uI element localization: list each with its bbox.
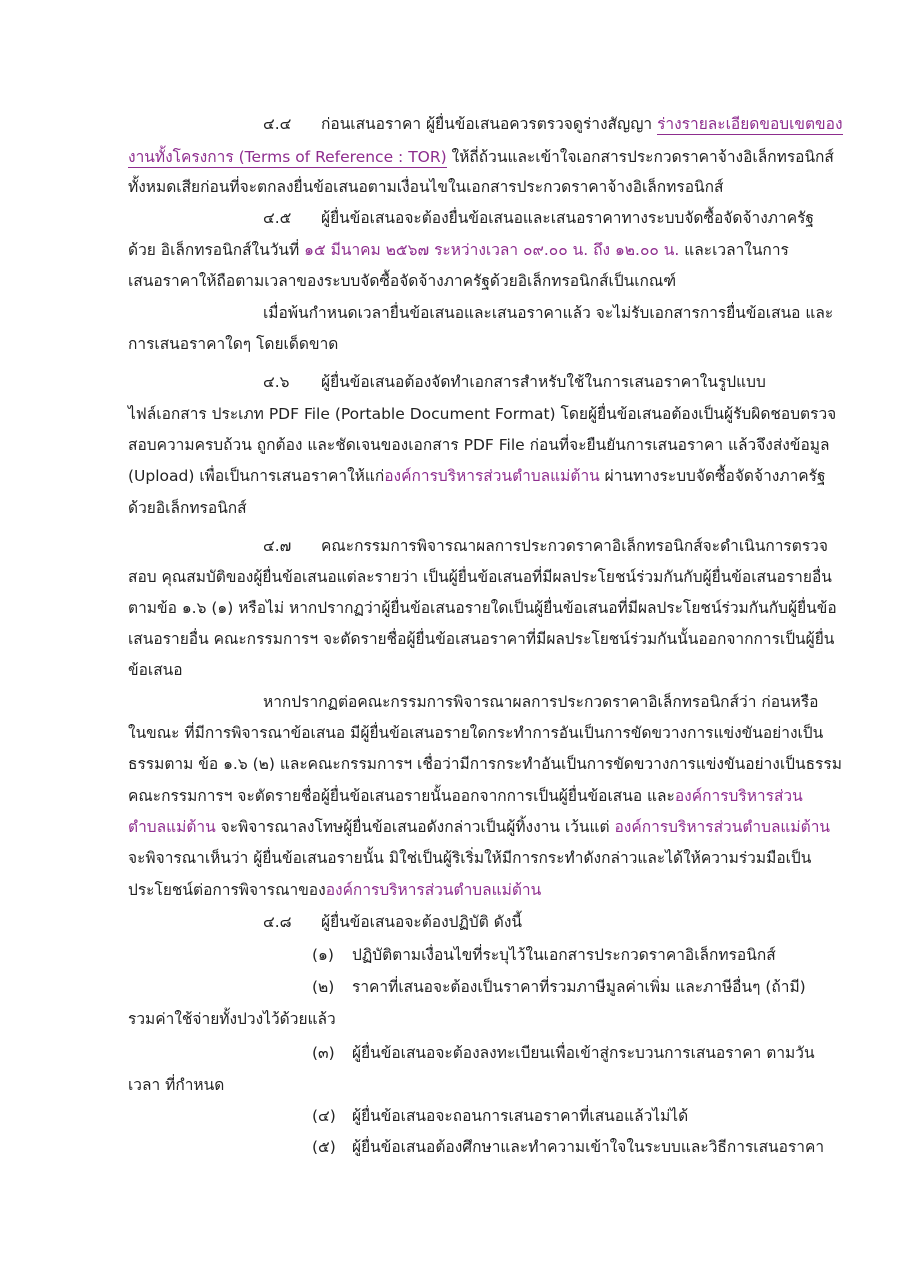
text: ผู้ยื่นข้อเสนอจะต้องยื่นข้อเสนอและเสนอราคาทางระบบจัดซื้อจัดจ้างภาครัฐ: [321, 209, 814, 227]
paragraph-4-4-line-2: [128, 146, 834, 168]
org-name: องค์การบริหารส่วนตำบลแม่ต้าน: [325, 881, 542, 899]
text: ด้วย อิเล็กทรอนิกส์ในวันที่: [128, 241, 305, 259]
paragraph-4-7-line-1: [263, 535, 828, 557]
subclause-4: [312, 1105, 688, 1127]
paragraph-4-7-line-5: ข้อเสนอ: [128, 661, 183, 679]
text: (Upload) เพื่อเป็นการเสนอราคาให้แก่: [128, 467, 385, 485]
paragraph-4-7b-line-4: [128, 785, 803, 807]
paragraph-4-6-line-2: ไฟล์เอกสาร ประเภท PDF File (Portable Document Format) โดยผู้ยื่นข้อเสนอต้องเป็นผู้รับผิดชอบตรวจ: [128, 405, 837, 423]
paragraph-4-6-line-4: [128, 465, 826, 487]
paragraph-4-7b-line-2: ในขณะ ที่มีการพิจารณาข้อเสนอ มีผู้ยื่นข้อเสนอรายใดกระทำการอันเป็นการขัดขวางการแข่งขันอย่างเป็น: [128, 724, 824, 742]
text: ผู้ยื่นข้อเสนอต้องจัดทำเอกสารสำหรับใช้ในการเสนอราคาในรูปแบบ: [321, 373, 766, 391]
paragraph-4-7-line-2: สอบ คุณสมบัติของผู้ยื่นข้อเสนอแต่ละรายว่า เป็นผู้ยื่นข้อเสนอที่มีผลประโยชน์ร่วมกันกับผู้ยื่นข้อเสนอรายอื่น: [128, 568, 832, 586]
subclause-1: [312, 944, 776, 966]
highlight-text: งานทั้งโครงการ (Terms of Reference : TOR): [128, 148, 447, 166]
paragraph-4-5-line-2: [128, 239, 789, 261]
paragraph-4-7b-line-1: หากปรากฏต่อคณะกรรมการพิจารณาผลการประกวดราคาอิเล็กทรอนิกส์ว่า ก่อนหรือ: [263, 693, 819, 711]
text: และเวลาในการ: [679, 241, 789, 259]
text: ประโยชน์ต่อการพิจารณาของ: [128, 881, 326, 899]
paragraph-4-5-line-4: เมื่อพ้นกำหนดเวลายื่นข้อเสนอและเสนอราคาแล้ว จะไม่รับเอกสารการยื่นข้อเสนอ และ: [263, 304, 834, 322]
subclause-3-line-2: เวลา ที่กำหนด: [128, 1076, 225, 1094]
text: ผู้ยื่นข้อเสนอจะถอนการเสนอราคาที่เสนอแล้วไม่ได้: [352, 1107, 689, 1125]
paragraph-4-7b-line-3: ธรรมตาม ข้อ ๑.๖ (๒) และคณะกรรมการฯ เชื่อว่ามีการกระทำอันเป็นการขัดขวางการแข่งขันอย่างเป็นธรรม: [128, 755, 842, 773]
text: จะพิจารณาลงโทษผู้ยื่นข้อเสนอดังกล่าวเป็นผู้ทิ้งงาน เว้นแต่: [215, 818, 615, 836]
clause-number: ๔.๕: [263, 209, 292, 227]
paragraph-4-8-line-1: [263, 911, 522, 933]
paragraph-4-5-line-5: การเสนอราคาใดๆ โดยเด็ดขาด: [128, 335, 339, 353]
paragraph-4-4-line-1: [263, 113, 843, 135]
paragraph-4-7b-line-7: [128, 879, 541, 901]
org-name: องค์การบริหารส่วนตำบลแม่ต้าน: [614, 818, 831, 836]
org-name: องค์การบริหารส่วน: [674, 787, 803, 805]
text: ก่อนเสนอราคา ผู้ยื่นข้อเสนอควรตรวจดูร่างสัญญา: [321, 115, 658, 133]
text: ปฏิบัติตามเงื่อนไขที่ระบุไว้ในเอกสารประกวดราคาอิเล็กทรอนิกส์: [352, 946, 776, 964]
paragraph-4-6-line-1: [263, 371, 766, 393]
subclause-number: (๓): [312, 1044, 335, 1062]
text: ผ่านทางระบบจัดซื้อจัดจ้างภาครัฐ: [599, 467, 826, 485]
text: ให้ถี่ถ้วนและเข้าใจเอกสารประกวดราคาจ้างอิเล็กทรอนิกส์: [446, 148, 834, 166]
paragraph-4-5-line-3: เสนอราคาให้ถือตามเวลาของระบบจัดซื้อจัดจ้างภาครัฐด้วยอิเล็กทรอนิกส์เป็นเกณฑ์: [128, 272, 677, 290]
subclause-3-line-1: [312, 1042, 815, 1064]
paragraph-4-7b-line-5: [128, 816, 830, 838]
subclause-2-line-2: รวมค่าใช้จ่ายทั้งปวงไว้ด้วยแล้ว: [128, 1010, 336, 1028]
clause-number: ๔.๗: [263, 537, 292, 555]
text: ราคาที่เสนอจะต้องเป็นราคาที่รวมภาษีมูลค่าเพิ่ม และภาษีอื่นๆ (ถ้ามี): [352, 978, 806, 996]
text: ผู้ยื่นข้อเสนอต้องศึกษาและทำความเข้าใจในระบบและวิธีการเสนอราคา: [352, 1138, 825, 1156]
subclause-number: (๔): [312, 1107, 336, 1125]
org-name: องค์การบริหารส่วนตำบลแม่ต้าน: [384, 467, 600, 485]
text: คณะกรรมการพิจารณาผลการประกวดราคาอิเล็กทรอนิกส์จะดำเนินการตรวจ: [321, 537, 828, 555]
clause-number: ๔.๖: [263, 373, 290, 391]
org-name: ตำบลแม่ต้าน: [128, 818, 216, 836]
paragraph-4-5-line-1: [263, 207, 814, 229]
paragraph-4-4-line-3: ทั้งหมดเสียก่อนที่จะตกลงยื่นข้อเสนอตามเงื่อนไขในเอกสารประกวดราคาจ้างอิเล็กทรอนิกส์: [128, 178, 724, 196]
paragraph-4-6-line-5: ด้วยอิเล็กทรอนิกส์: [128, 499, 247, 517]
paragraph-4-6-line-3: สอบความครบถ้วน ถูกต้อง และชัดเจนของเอกสาร PDF File ก่อนที่จะยืนยันการเสนอราคา แล้วจึงส่งข้อมูล: [128, 436, 830, 454]
text: ผู้ยื่นข้อเสนอจะต้องลงทะเบียนเพื่อเข้าสู่กระบวนการเสนอราคา ตามวัน: [352, 1044, 815, 1062]
paragraph-4-7b-line-6: จะพิจารณาเห็นว่า ผู้ยื่นข้อเสนอรายนั้น มิใช่เป็นผู้ริเริ่มให้มีการกระทำดังกล่าวและได้ให้ความร่วมมือเป็น: [128, 849, 812, 867]
text: คณะกรรมการฯ จะตัดรายชื่อผู้ยื่นข้อเสนอรายนั้นออกจากการเป็นผู้ยื่นข้อเสนอ และ: [128, 787, 675, 805]
highlight-date: ๑๕ มีนาคม ๒๕๖๗ ระหว่างเวลา ๐๙.๐๐ น. ถึง ๑๒.๐๐ น.: [304, 241, 680, 259]
subclause-2-line-1: [312, 976, 806, 998]
paragraph-4-7-line-4: เสนอรายอื่น คณะกรรมการฯ จะตัดรายชื่อผู้ยื่นข้อเสนอราคาที่มีผลประโยชน์ร่วมกันนั้นออกจากการเป็นผู้ยื่น: [128, 630, 835, 648]
clause-number: ๔.๔: [263, 115, 292, 133]
subclause-number: (๑): [312, 946, 334, 964]
subclause-number: (๒): [312, 978, 335, 996]
clause-number: ๔.๘: [263, 913, 292, 931]
paragraph-4-7-line-3: ตามข้อ ๑.๖ (๑) หรือไม่ หากปรากฏว่าผู้ยื่นข้อเสนอรายใดเป็นผู้ยื่นข้อเสนอที่มีผลประโยชน์ร่วมกันกับผู้ยื่นข้อ: [128, 599, 837, 617]
subclause-5: [312, 1136, 824, 1158]
highlight-text: ร่างรายละเอียดขอบเขตของ: [657, 115, 843, 133]
subclause-number: (๕): [312, 1138, 336, 1156]
text: ผู้ยื่นข้อเสนอจะต้องปฏิบัติ ดังนี้: [321, 913, 522, 931]
